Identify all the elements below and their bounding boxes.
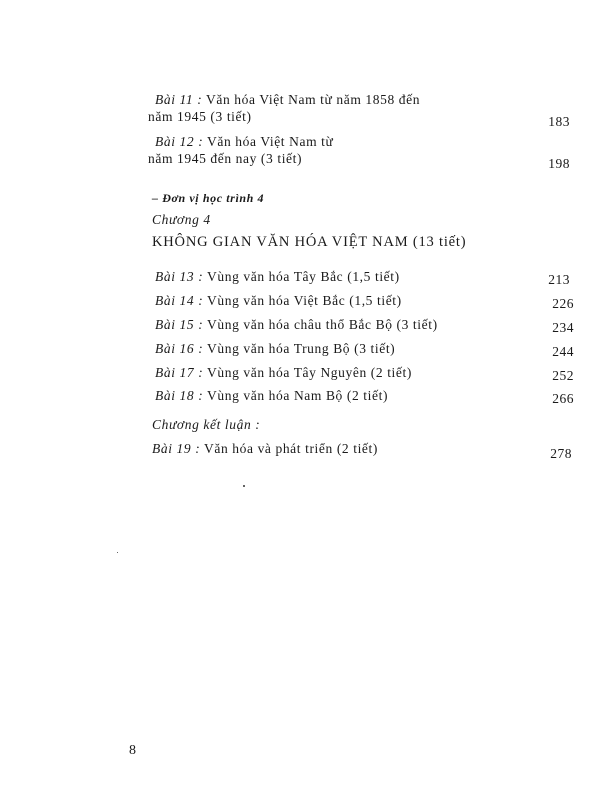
lesson-label: Bài 12 : <box>155 134 204 149</box>
toc-entry-12-line2: năm 1945 đến nay (3 tiết) <box>148 151 303 166</box>
toc-entry-11-line1 <box>155 92 420 108</box>
lesson-label: Bài 17 : <box>155 365 204 380</box>
scan-speck <box>117 552 118 553</box>
toc-entry-14 <box>155 293 402 309</box>
lesson-label: Bài 11 : <box>155 92 203 107</box>
lesson-title: Văn hóa Việt Nam từ năm 1858 đến <box>206 92 421 107</box>
scan-speck <box>243 485 245 487</box>
toc-entry-17 <box>155 365 412 381</box>
page-ref-11: 183 <box>548 114 570 129</box>
lesson-title: Vùng văn hóa Việt Bắc (1,5 tiết) <box>207 293 402 308</box>
lesson-title: Vùng văn hóa Tây Bắc (1,5 tiết) <box>207 269 400 284</box>
lesson-label: Bài 16 : <box>155 341 204 356</box>
lesson-label: Bài 19 : <box>152 441 201 456</box>
lesson-title: Văn hóa và phát triển (2 tiết) <box>204 441 378 456</box>
page-ref-12: 198 <box>548 156 570 171</box>
page-ref-16: 244 <box>552 344 574 359</box>
lesson-label: Bài 18 : <box>155 388 204 403</box>
toc-entry-11-line2: năm 1945 (3 tiết) <box>148 109 252 124</box>
page-ref-15: 234 <box>552 320 574 335</box>
toc-entry-15 <box>155 317 438 333</box>
lesson-title: Vùng văn hóa châu thổ Bắc Bộ (3 tiết) <box>207 317 438 332</box>
page-ref-13: 213 <box>548 272 570 287</box>
lesson-title: Vùng văn hóa Trung Bộ (3 tiết) <box>207 341 396 356</box>
toc-entry-16 <box>155 341 395 357</box>
unit-heading: – Đơn vị học trình 4 <box>152 191 265 205</box>
chapter-title: KHÔNG GIAN VĂN HÓA VIỆT NAM (13 tiết) <box>152 234 467 250</box>
lesson-label: Bài 13 : <box>155 269 204 284</box>
toc-entry-18 <box>155 388 388 404</box>
lesson-label: Bài 14 : <box>155 293 204 308</box>
page-ref-17: 252 <box>552 368 574 383</box>
conclusion-chapter-label: Chương kết luận : <box>152 417 261 432</box>
toc-entry-19 <box>152 441 378 457</box>
lesson-label: Bài 15 : <box>155 317 204 332</box>
page-ref-19: 278 <box>550 446 572 461</box>
lesson-title: Vùng văn hóa Tây Nguyên (2 tiết) <box>207 365 412 380</box>
lesson-title: Văn hóa Việt Nam từ <box>207 134 334 149</box>
lesson-title: Vùng văn hóa Nam Bộ (2 tiết) <box>207 388 389 403</box>
page-number: 8 <box>129 743 136 758</box>
toc-entry-12-line1 <box>155 134 333 150</box>
page-ref-18: 266 <box>552 391 574 406</box>
chapter-label: Chương 4 <box>152 212 211 227</box>
page-ref-14: 226 <box>552 296 574 311</box>
toc-entry-13 <box>155 269 400 285</box>
